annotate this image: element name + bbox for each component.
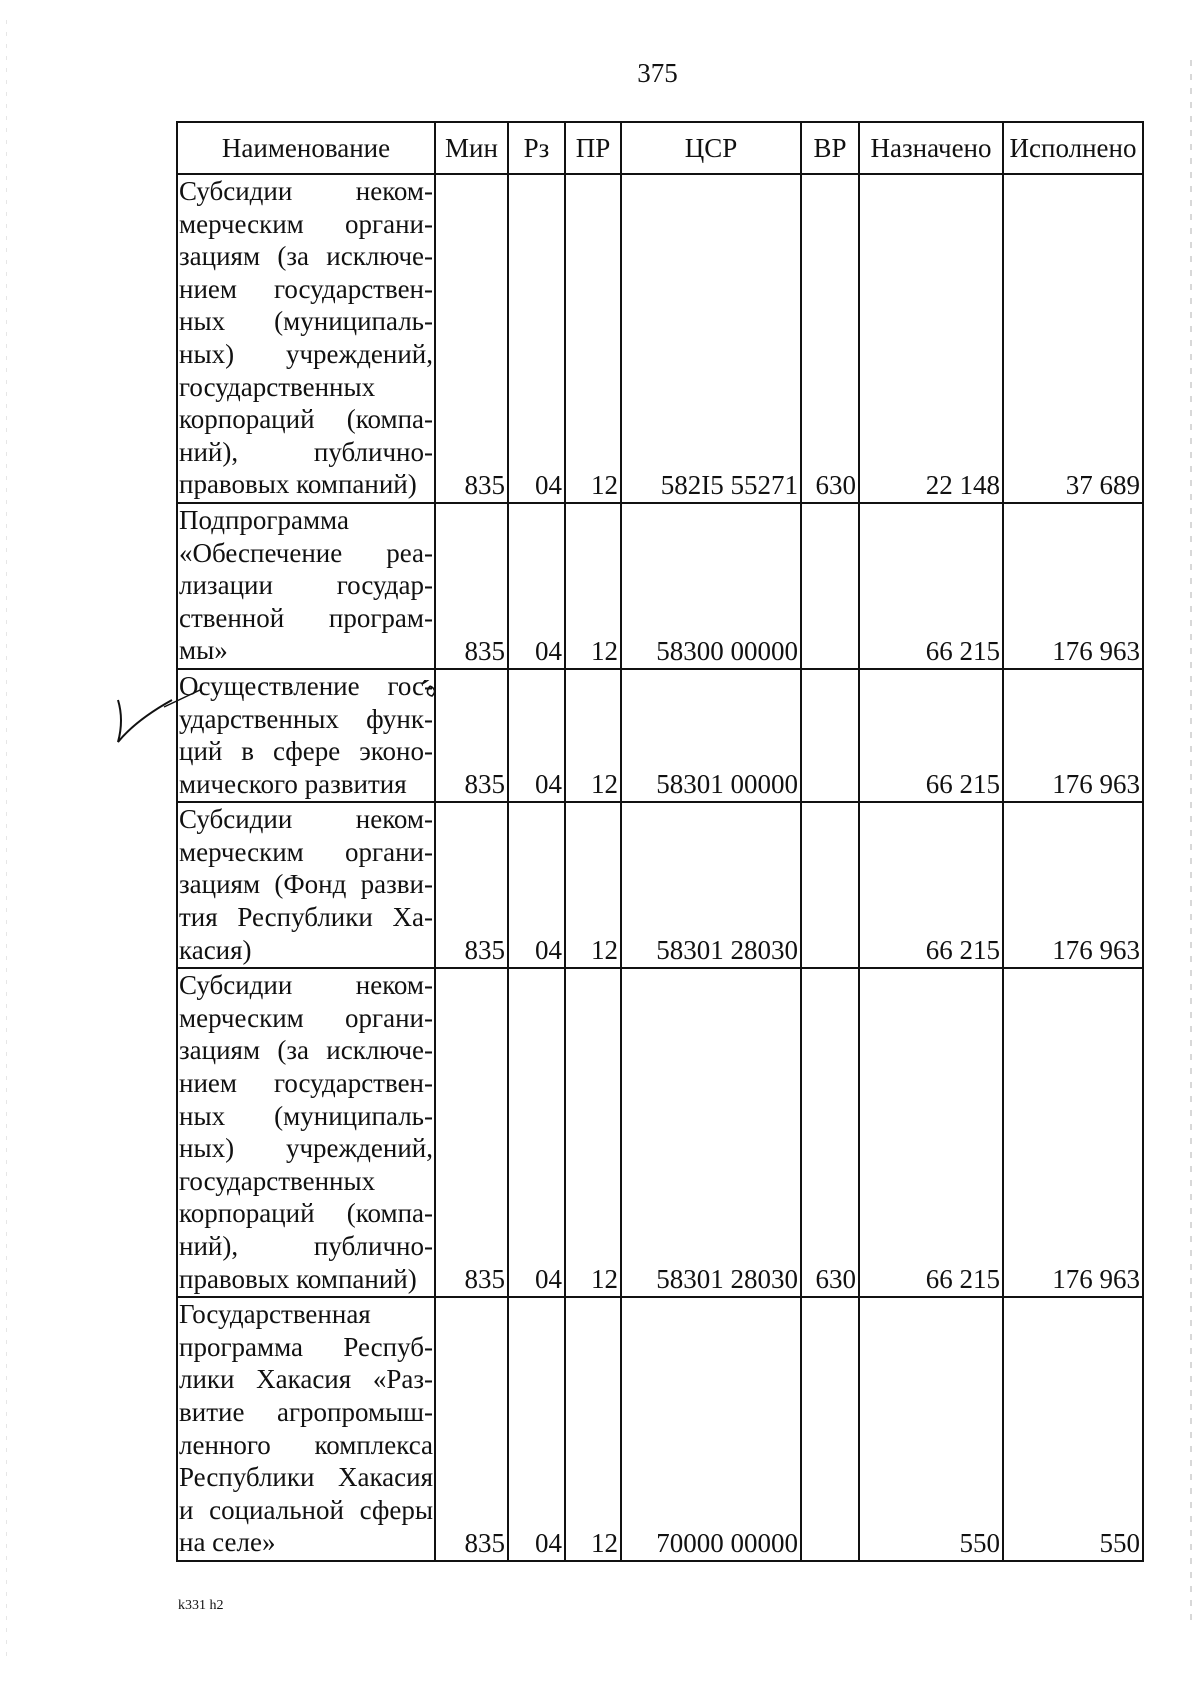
- cell-assigned: 66 215: [859, 802, 1003, 968]
- cell-min: 835: [435, 669, 508, 802]
- cell-min: 835: [435, 968, 508, 1297]
- cell-min: 835: [435, 503, 508, 669]
- header-executed: Исполнено: [1003, 122, 1143, 174]
- cell-vr: [801, 1297, 859, 1561]
- cell-csr: 58301 28030: [621, 968, 801, 1297]
- cell-min: 835: [435, 1297, 508, 1561]
- name-line: нием государствен-: [179, 273, 433, 304]
- name-line: корпораций (компа-: [179, 404, 433, 435]
- budget-table: [176, 121, 1144, 1562]
- cell-vr: [801, 503, 859, 669]
- name-line: ных (муниципаль-: [179, 306, 433, 337]
- cell-executed: 176 963: [1003, 968, 1143, 1297]
- cell-name: [177, 174, 435, 503]
- name-line: на селе»: [179, 1527, 276, 1558]
- name-line: Подпрограмма: [179, 504, 349, 535]
- name-line: Республики Хакасия: [179, 1462, 433, 1493]
- cell-rz: 04: [508, 503, 565, 669]
- cell-pr: 12: [565, 174, 621, 503]
- cell-min: 835: [435, 174, 508, 503]
- name-line: ций в сфере эконо-: [179, 736, 433, 767]
- cell-executed: 176 963: [1003, 802, 1143, 968]
- header-vr: ВР: [801, 122, 859, 174]
- cell-name: [177, 503, 435, 669]
- name-line: Субсидии неком-: [179, 970, 433, 1001]
- cell-assigned: 22 148: [859, 174, 1003, 503]
- header-assigned: Назначено: [859, 122, 1003, 174]
- table-row: [177, 174, 1143, 503]
- cell-vr: 630: [801, 968, 859, 1297]
- name-line: правовых компаний): [179, 469, 417, 500]
- name-line: программа Респуб-: [179, 1331, 433, 1362]
- name-line: правовых компаний): [179, 1263, 417, 1294]
- name-line: зациям (Фонд разви-: [179, 869, 433, 900]
- cell-rz: 04: [508, 174, 565, 503]
- name-line: мического развития: [179, 768, 407, 799]
- name-line: мы»: [179, 635, 228, 666]
- name-line: касия): [179, 934, 252, 965]
- table-row: [177, 802, 1143, 968]
- name-line: Осуществление гос-: [179, 670, 433, 701]
- name-line: нием государствен-: [179, 1068, 433, 1099]
- name-line: зациям (за исключе-: [179, 1035, 433, 1066]
- name-line: ственной програм-: [179, 602, 433, 633]
- name-line: корпораций (компа-: [179, 1198, 433, 1229]
- name-line: ленного комплекса: [179, 1429, 433, 1460]
- header-pr: ПР: [565, 122, 621, 174]
- header-min: Мин: [435, 122, 508, 174]
- name-line: и социальной сферы: [179, 1494, 433, 1525]
- name-line: Субсидии неком-: [179, 176, 433, 206]
- cell-pr: 12: [565, 669, 621, 802]
- name-line: государственных: [179, 1165, 376, 1196]
- name-line: государственных: [179, 371, 376, 402]
- cell-vr: [801, 669, 859, 802]
- cell-pr: 12: [565, 968, 621, 1297]
- cell-executed: 176 963: [1003, 503, 1143, 669]
- page-number: 375: [637, 58, 678, 88]
- cell-assigned: 66 215: [859, 503, 1003, 669]
- scan-edge-right: [1190, 60, 1192, 1620]
- name-line: Субсидии неком-: [179, 804, 433, 835]
- table-row: [177, 503, 1143, 669]
- name-line: мерческим органи-: [179, 208, 433, 239]
- cell-name: [177, 968, 435, 1297]
- name-line: ний), публично-: [179, 1231, 433, 1261]
- table-row: [177, 1297, 1143, 1561]
- cell-csr: 582I5 55271: [621, 174, 801, 503]
- cell-csr: 58300 00000: [621, 503, 801, 669]
- name-line: Государственная: [179, 1299, 371, 1330]
- name-line: мерческим органи-: [179, 1002, 433, 1033]
- name-line: лики Хакасия «Раз-: [179, 1364, 433, 1395]
- cell-vr: [801, 802, 859, 968]
- name-line: зациям (за исключе-: [179, 241, 433, 272]
- header-name: Наименование: [177, 122, 435, 174]
- cell-assigned: 66 215: [859, 669, 1003, 802]
- name-line: лизации государ-: [179, 570, 433, 601]
- table-row: [177, 968, 1143, 1297]
- name-line: ных) учреждений,: [179, 338, 433, 369]
- cell-pr: 12: [565, 802, 621, 968]
- cell-rz: 04: [508, 669, 565, 802]
- cell-pr: 12: [565, 1297, 621, 1561]
- name-line: ударственных функ-: [179, 703, 433, 734]
- cell-csr: 58301 00000: [621, 669, 801, 802]
- cell-assigned: 66 215: [859, 968, 1003, 1297]
- cell-name: [177, 1297, 435, 1561]
- cell-pr: 12: [565, 503, 621, 669]
- cell-assigned: 550: [859, 1297, 1003, 1561]
- scan-edge-left: [6, 20, 7, 1660]
- table-body: [177, 174, 1143, 1561]
- name-line: «Обеспечение реа-: [179, 537, 433, 568]
- page-footer-code: k331 h2: [178, 1598, 224, 1613]
- name-line: ных (муниципаль-: [179, 1100, 433, 1131]
- name-line: мерческим органи-: [179, 836, 433, 867]
- header-rz: Рз: [508, 122, 565, 174]
- cell-min: 835: [435, 802, 508, 968]
- name-line: витие агропромыш-: [179, 1396, 433, 1427]
- table-header-row: [177, 122, 1143, 174]
- header-csr: ЦСР: [621, 122, 801, 174]
- name-line: ных) учреждений,: [179, 1133, 433, 1164]
- handwritten-check-mark: [112, 680, 472, 790]
- cell-executed: 37 689: [1003, 174, 1143, 503]
- name-line: тия Республики Ха-: [179, 902, 433, 933]
- cell-csr: 70000 00000: [621, 1297, 801, 1561]
- cell-rz: 04: [508, 1297, 565, 1561]
- cell-csr: 58301 28030: [621, 802, 801, 968]
- cell-rz: 04: [508, 968, 565, 1297]
- cell-vr: 630: [801, 174, 859, 503]
- cell-executed: 550: [1003, 1297, 1143, 1561]
- cell-rz: 04: [508, 802, 565, 968]
- name-line: ний), публично-: [179, 436, 433, 467]
- cell-executed: 176 963: [1003, 669, 1143, 802]
- cell-name: [177, 802, 435, 968]
